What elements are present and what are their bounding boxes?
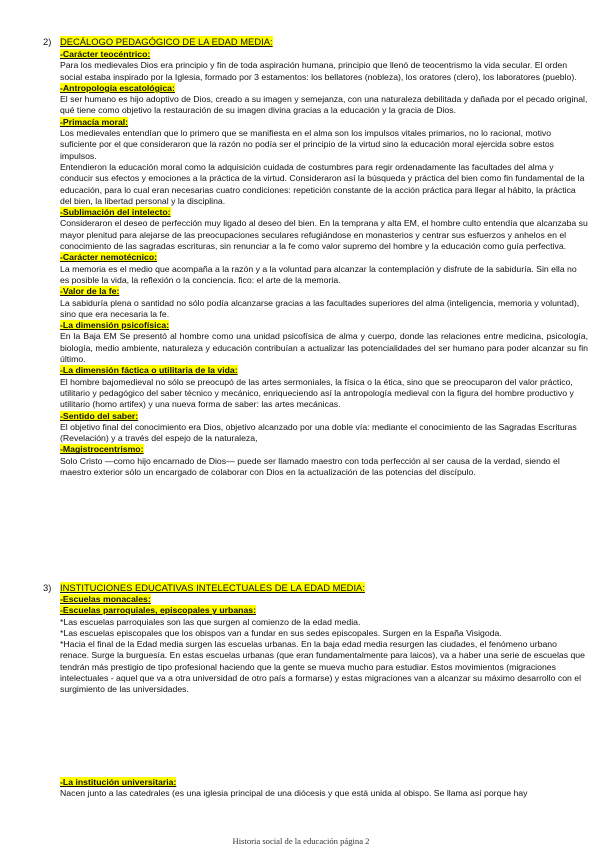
paragraph: El ser humano es hijo adoptivo de Dios, creado a su imagen y semejanza, con una naturaleza debilitada y dañada por el pecado original, qué tiene como objetivo la restauración de su imagen divina gracias a la educación y la gracia de Dios.	[60, 94, 588, 116]
section-body	[60, 594, 588, 696]
subheading: -Escuelas parroquiales, episcopales y urbanas:	[60, 605, 257, 616]
section-number: 2)	[43, 36, 52, 47]
subheading: -Carácter teocéntrico:	[60, 49, 151, 59]
paragraph: Los medievales entendían que lo primero que se manifiesta en el alma son los impulsos vitales primarios, no lo racional, motivo suficiente por el que consideraron que la razón no podía ser el principio de la virtud sino la educación moral ejercida sobre estos impulsos.	[60, 128, 555, 161]
paragraph: La memoria es el medio que acompaña a la razón y a la voluntad para alcanzar la contemplación y disfrute de la sabiduría. Sin ella no es posible la vida, la reflexión o la conciencia. fico: el arte de la memoria.	[60, 263, 577, 285]
paragraph: El hombre bajomedieval no sólo se preocupó de las artes sermoniales, la física o la ética, sino que se preocuparon del valor práctico, utilitario y pedagógico del saber técnico y mecánico, enriqueciendo así la antropología medieval con la figura del hombre productivo y utilitario (homo artifex) y una nueva forma de saber: las artes mecánicas.	[60, 376, 574, 410]
paragraph: Para los medievales Dios era principio y fin de toda aspiración humana, principio que llenó de teocentrismo la vida secular. El orden social estaba inspirado por la Iglesia, formado por 3 estamentos: los bellatores (nobleza), los oratores (clero), los laboratores (pueblo).	[60, 60, 577, 82]
item-sublimacion	[60, 207, 588, 252]
subheading: -La dimensión psicofísica:	[60, 320, 170, 331]
subheading: -Carácter nemotécnico:	[60, 252, 158, 263]
item-valor-fe	[60, 286, 588, 320]
subheading: -La institución universitaria:	[60, 777, 177, 787]
paragraph: El objetivo final del conocimiento era Dios, objetivo alcanzado por una doble vía: mediante el conocimiento de las Sagradas Escrituras (Revelación) y a través del espejo de la naturaleza,	[60, 421, 577, 444]
item-magistrocentrismo	[60, 444, 588, 478]
item-teocentrico	[60, 49, 588, 83]
list-item: *Las escuelas episcopales que los obispos van a fundar en sus sedes episcopales. Surgen en la España Visigoda.	[60, 627, 502, 638]
subheading: -La dimensión fáctica o utilitaria de la vida:	[60, 365, 238, 376]
paragraph: La sabiduría plena o santidad no sólo podía alcanzarse gracias a las facultades superiores del alma (inteligencia, memoria y voluntad), sino que era necesaria la fe.	[60, 297, 580, 319]
paragraph: Solo Cristo —como hijo encarnado de Dios— puede ser llamado maestro con toda perfección al ser causa de la verdad, siendo el maestro exterior sólo un encargado de colaborar con Dios en la actualización de las potencias del discípulo.	[60, 455, 560, 477]
subheading: -Sublimación del intelecto:	[60, 207, 171, 218]
university-block	[60, 777, 588, 800]
section-body	[60, 49, 588, 478]
section-title: INSTITUCIONES EDUCATIVAS INTELECTUALES DE LA EDAD MEDIA:	[60, 582, 365, 593]
section-title: DECÁLOGO PEDAGÓGICO DE LA EDAD MEDIA:	[60, 36, 273, 47]
paragraph: Consideraron el deseo de perfección muy ligado al deseo del bien. En la temprana y alta EM, el hombre culto entendía que alcanzaba su mayor plenitud para alejarse de las preocupaciones seculares refugiándose en monasterios y centrar sus esfuerzos y anhelos en el conocimiento de las sagradas escrituras, sin renunciar a la fe como valor supremo del hombre y la educación como guía perfectiva.	[60, 218, 588, 252]
page-footer: Historia social de la educación página 2	[232, 836, 370, 846]
item-sentido-saber	[60, 411, 588, 445]
item-nemotecnico	[60, 252, 588, 286]
list-item: *Hacia el final de la Edad media surgen las escuelas urbanas. En la baja edad media resurgen las ciudades, el fenómeno urbano renace. Surge la burguesía. En estas escuelas urbanas (que eran fundamentalmente para laicos), va a haber una serie de escuelas que tendrán más prestigio de tipo profesional haciendo que la gente se mueva mucho para estudiar. Estos movimientos (migraciones intelectuales - aquel que va a otra universidad de otro país a formarse) y estas migraciones van a alcanzar su máximo desarrollo con el surgimiento de las universidades.	[60, 639, 585, 695]
paragraph: Nacen junto a las catedrales (es una iglesia principal de una diócesis y que está unida al obispo. Se llama así porque hay	[60, 788, 528, 799]
subheading: -Sentido del saber:	[60, 410, 139, 421]
item-factica	[60, 365, 588, 410]
subheading: -Escuelas monacales:	[60, 594, 151, 604]
list-item: *Las escuelas parroquiales son las que surgen al comienzo de la edad media.	[60, 616, 361, 627]
paragraph: En la Baja EM Se presentó al hombre como una unidad psicofísica de alma y cuerpo, donde las relaciones entre medicina, psicología, biología, medio ambiente, naturaleza y educación contribuían a actualizar las potencialidades del ser humano para poder alcanzar su fin último.	[60, 331, 588, 365]
subheading: -Valor de la fe:	[60, 286, 120, 297]
section-number: 3)	[43, 582, 52, 593]
item-antropologia	[60, 83, 588, 117]
subheading: -Primacía moral:	[60, 116, 129, 127]
paragraph: Entendieron la educación moral como la adquisición cuidada de costumbres para regir ordenadamente las facultades del alma y conducir sus efectos y emociones a la práctica de la virtud. Consideraron así la búsqueda y práctica del bien como fin fundamental de la educación, para lo cual eran necesarias cuatro condiciones: repetición constante de la acción práctica para llegar al hábito, la práctica del bien, la libertad personal y la disciplina.	[60, 161, 585, 206]
item-psicofisica	[60, 320, 588, 365]
item-primacia-moral	[60, 117, 588, 207]
subheading: -Antropología escatológica:	[60, 82, 175, 93]
subheading: -Magistrocentrismo:	[60, 444, 144, 455]
